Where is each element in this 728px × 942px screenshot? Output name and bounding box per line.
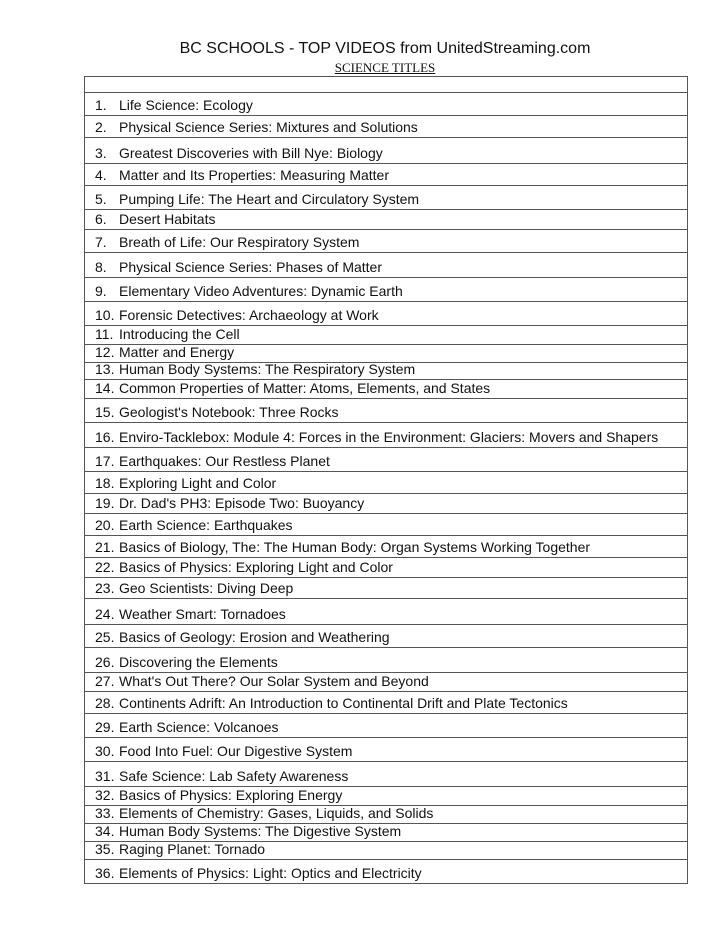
video-title: Elements of Physics: Light: Optics and Electricity: [119, 865, 422, 881]
video-title: Physical Science Series: Phases of Matter: [119, 259, 383, 275]
video-title: Basics of Geology: Erosion and Weathering: [119, 629, 390, 645]
table-header-row: [85, 77, 687, 93]
table-row: [85, 842, 687, 860]
table-row: [85, 860, 687, 884]
row-number: 13.: [95, 361, 115, 377]
table-row: [85, 806, 687, 824]
video-title: Pumping Life: The Heart and Circulatory System: [119, 191, 420, 207]
video-title: Earthquakes: Our Restless Planet: [119, 453, 330, 469]
row-number: 5.: [95, 191, 107, 207]
row-number: 11.: [95, 326, 114, 342]
table-row: [85, 210, 687, 230]
table-row: [85, 536, 687, 558]
row-number: 21.: [95, 539, 115, 555]
video-title: Basics of Physics: Exploring Light and Color: [119, 559, 393, 575]
table-row: [85, 230, 687, 253]
video-title: Elements of Chemistry: Gases, Liquids, and Solids: [119, 805, 434, 821]
table-row: [85, 738, 687, 762]
row-number: 2.: [95, 119, 107, 135]
row-number: 20.: [95, 517, 115, 533]
row-number: 26.: [95, 654, 115, 670]
table-row: [85, 363, 687, 380]
row-number: 16.: [95, 429, 115, 445]
row-number: 36.: [95, 865, 115, 881]
table-row: [85, 138, 687, 164]
video-title: Weather Smart: Tornadoes: [119, 606, 286, 622]
table-row: [85, 673, 687, 692]
row-number: 34.: [95, 823, 115, 839]
page-title: BC SCHOOLS - TOP VIDEOS from UnitedStreaming.com: [179, 40, 591, 57]
table-row: [85, 399, 687, 423]
video-title: Introducing the Cell: [119, 326, 240, 342]
video-title: Matter and Its Properties: Measuring Matter: [119, 167, 389, 183]
row-number: 29.: [95, 719, 115, 735]
video-title: Common Properties of Matter: Atoms, Elements, and States: [119, 380, 491, 396]
video-title: Basics of Biology, The: The Human Body: Organ Systems Working Together: [119, 539, 591, 555]
row-number: 25.: [95, 629, 115, 645]
row-number: 3.: [95, 145, 107, 161]
table-row: [85, 423, 687, 448]
video-title: Earth Science: Volcanoes: [119, 719, 279, 735]
row-number: 10.: [95, 307, 115, 323]
table-row: [85, 599, 687, 625]
table-row: [85, 578, 687, 599]
video-title: Raging Planet: Tornado: [119, 841, 266, 857]
video-title: Elementary Video Adventures: Dynamic Earth: [119, 283, 403, 299]
video-title: Life Science: Ecology: [119, 97, 253, 113]
table-row: [85, 824, 687, 842]
row-number: 8.: [95, 259, 107, 275]
table-row: [85, 448, 687, 472]
table-row: [85, 93, 687, 116]
row-number: 1.: [95, 97, 107, 113]
titles-table: [84, 76, 688, 884]
row-number: 18.: [95, 475, 115, 491]
table-row: [85, 278, 687, 302]
row-number: 23.: [95, 580, 115, 596]
row-number: 24.: [95, 606, 115, 622]
row-number: 32.: [95, 787, 115, 803]
table-row: [85, 625, 687, 648]
video-title: Geologist's Notebook: Three Rocks: [119, 404, 339, 420]
row-number: 4.: [95, 167, 107, 183]
row-number: 7.: [95, 234, 107, 250]
table-row: [85, 326, 687, 345]
table-row: [85, 186, 687, 210]
table-row: [85, 494, 687, 514]
row-number: 15.: [95, 404, 115, 420]
video-title: What's Out There? Our Solar System and Beyond: [119, 673, 429, 689]
table-row: [85, 762, 687, 787]
video-title: Breath of Life: Our Respiratory System: [119, 234, 360, 250]
video-title: Food Into Fuel: Our Digestive System: [119, 743, 353, 759]
row-number: 12.: [95, 344, 115, 360]
video-title: Human Body Systems: The Respiratory System: [119, 361, 416, 377]
row-number: 30.: [95, 743, 115, 759]
row-number: 28.: [95, 695, 115, 711]
table-row: [85, 164, 687, 186]
table-row: [85, 380, 687, 399]
row-number: 14.: [95, 380, 115, 396]
video-title: Continents Adrift: An Introduction to Continental Drift and Plate Tectonics: [119, 695, 568, 711]
video-title: Exploring Light and Color: [119, 475, 277, 491]
table-row: [85, 787, 687, 806]
row-number: 35.: [95, 841, 115, 857]
table-row: [85, 472, 687, 494]
video-title: Basics of Physics: Exploring Energy: [119, 787, 343, 803]
row-number: 27.: [95, 673, 115, 689]
table-row: [85, 558, 687, 578]
video-title: Physical Science Series: Mixtures and Solutions: [119, 119, 418, 135]
table-row: [85, 514, 687, 536]
video-title: Desert Habitats: [119, 211, 216, 227]
section-subtitle: SCIENCE TITLES: [334, 60, 436, 75]
row-number: 22.: [95, 559, 115, 575]
video-title: Human Body Systems: The Digestive System: [119, 823, 402, 839]
video-title: Earth Science: Earthquakes: [119, 517, 293, 533]
video-title: Geo Scientists: Diving Deep: [119, 580, 294, 596]
table-row: [85, 648, 687, 673]
video-title: Enviro-Tacklebox: Module 4: Forces in the Environment: Glaciers: Movers and Shapers: [119, 429, 659, 445]
table-row: [85, 253, 687, 278]
video-title: Matter and Energy: [119, 344, 235, 360]
video-title: Discovering the Elements: [119, 654, 278, 670]
video-title: Safe Science: Lab Safety Awareness: [119, 768, 349, 784]
row-number: 31.: [95, 768, 115, 784]
table-row: [85, 116, 687, 138]
row-number: 9.: [95, 283, 107, 299]
row-number: 33.: [95, 805, 115, 821]
table-row: [85, 692, 687, 714]
row-number: 6.: [95, 211, 107, 227]
row-number: 17.: [95, 453, 115, 469]
table-row: [85, 714, 687, 738]
row-number: 19.: [95, 495, 115, 511]
video-title: Dr. Dad's PH3: Episode Two: Buoyancy: [119, 495, 365, 511]
video-title: Forensic Detectives: Archaeology at Work: [119, 307, 379, 323]
video-title: Greatest Discoveries with Bill Nye: Biology: [119, 145, 383, 161]
table-row: [85, 302, 687, 326]
